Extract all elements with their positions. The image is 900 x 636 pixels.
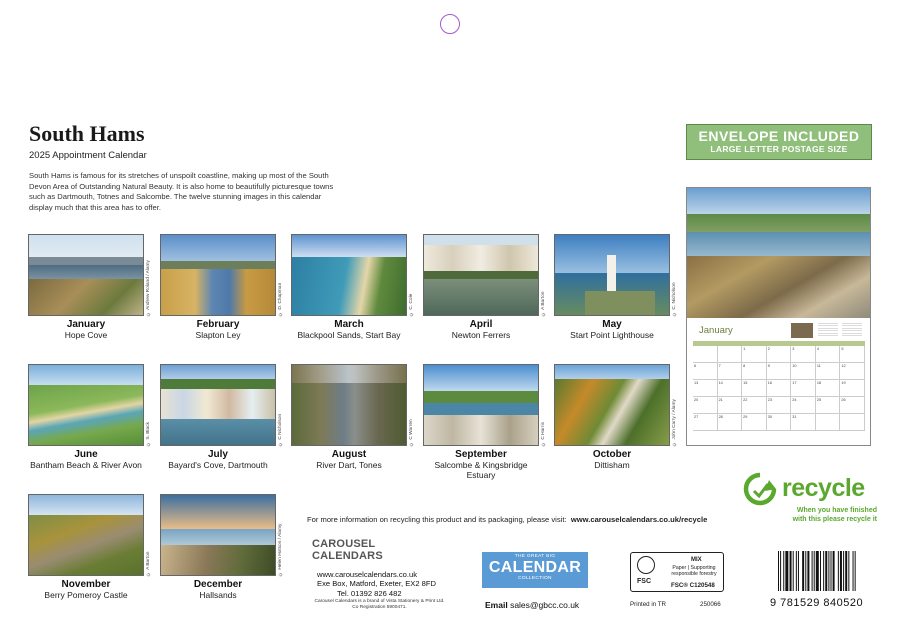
preview-mini-calendar-prev [818,323,838,338]
preview-day-number: 17 [792,381,797,385]
barcode-bar [840,551,842,591]
month-december [160,494,288,600]
month-august [291,364,419,470]
month-name: January [66,319,106,330]
preview-month-label: January [699,325,733,336]
month-photo [28,234,144,316]
preview-day-number: 3 [792,347,795,351]
email-address[interactable]: sales@gbcc.co.uk [510,600,580,610]
preview-day-number: 6 [694,364,697,368]
great-big-calendar-logo [482,552,588,588]
month-photo [28,364,144,446]
publisher-legal [307,599,452,611]
preview-day-cell [767,414,792,431]
month-caption: Start Point Lighthouse [570,330,654,340]
month-caption: Salcombe & Kingsbridge Estuary [434,460,528,480]
preview-day-cell [767,363,792,380]
preview-day-number: 30 [767,415,772,419]
month-photo [28,494,144,576]
month-name: November [61,579,111,590]
preview-day-number: 23 [767,398,772,402]
month-photo [554,234,670,316]
preview-day-cell [816,346,844,363]
preview-day-cell [742,346,767,363]
barcode-bar [848,551,849,591]
preview-day-cell [718,363,746,380]
envelope-line1: ENVELOPE INCLUDED [698,128,860,144]
month-photo [423,364,539,446]
month-september [423,364,551,480]
preview-day-cell [816,363,841,380]
preview-day-number: 15 [743,381,748,385]
month-caption: Bayard's Cove, Dartmouth [168,460,268,470]
carousel-logo [312,538,447,562]
fsc-mix: MIX [691,557,702,563]
barcode-bar [825,551,827,591]
preview-day-number: 2 [767,347,770,351]
recycling-info-text: For more information on recycling this product and its packaging, please visit: [307,515,567,524]
month-caption: Hallsands [199,590,237,600]
preview-day-cell [718,380,743,397]
fsc-paper-line2: responsible forestry [671,571,717,578]
month-name: May [602,319,622,330]
barcode-bar [814,551,815,591]
month-caption: Hope Cove [64,330,108,340]
month-june [28,364,156,470]
preview-photo [687,188,870,318]
month-may [554,234,682,340]
barcode-bar [843,551,844,591]
carousel-logo-text: CAROUSEL CALENDARS [312,538,383,562]
fsc-code: FSC® C120548 [671,582,715,589]
preview-day-cell [742,363,767,380]
preview-day-number: 21 [718,398,723,402]
barcode-bar [833,551,835,591]
fsc-paper-line1: Paper | Supporting [672,565,716,571]
preview-day-cell [767,380,792,397]
photo-credit: © C. Nicholson [672,282,677,316]
recycle-badge [742,472,877,532]
hanging-hole [440,14,460,34]
month-caption: Newton Ferrers [451,330,511,340]
preview-day-number: 25 [816,398,822,402]
printed-in: Printed in TR [630,601,666,608]
photo-credit: © C. Cole [409,293,414,316]
photo-credit: © Helen Hotson / Alamy [278,523,283,576]
recycle-line2: with this please recycle it [792,516,877,523]
photo-credit: © C Harris [541,422,546,446]
preview-day-number: 22 [743,398,748,402]
preview-day-number: 14 [718,381,723,385]
photo-credit: © A Barton [541,291,546,316]
isbn-barcode [770,551,873,609]
month-name: April [469,319,493,330]
preview-day-cell [718,414,743,431]
preview-day-number: 13 [694,381,699,385]
preview-day-cell [742,414,767,431]
month-march [291,234,419,340]
fsc-paper [665,565,723,577]
preview-day-number: 27 [694,415,699,419]
photo-credit: © C Nicholson [278,413,283,446]
month-photo [554,364,670,446]
envelope-included-banner [686,124,872,160]
barcode-bar [790,551,792,591]
photo-credit: © C Warren [409,419,414,446]
publisher-website[interactable]: www.carouselcalendars.co.uk [317,570,418,579]
month-name: July [207,449,228,460]
barcode-bar [802,551,804,591]
preview-day-number: 9 [767,364,770,368]
month-photo [160,494,276,576]
month-photo [423,234,539,316]
barcode-bar [855,551,856,591]
month-april [423,234,551,340]
preview-day-cell [840,397,865,414]
preview-day-cell [693,397,718,414]
preview-day-number: 12 [841,364,846,368]
month-name: September [455,449,507,460]
preview-day-number: 11 [816,364,821,368]
preview-day-number: 20 [694,398,699,402]
barcode-bar [823,551,824,591]
recycle-line1: When you have finished [796,507,877,514]
barcode-bar [796,551,797,591]
month-february [160,234,288,340]
publisher-legal-line1: Carousel Calendars is a brand of Vista Stationery & Print Ltd. [314,599,445,604]
preview-day-number: 7 [718,364,721,368]
barcode-digits: 9 781529 840520 [770,597,864,609]
calendar-subtitle: 2025 Appointment Calendar [29,150,147,161]
preview-day-number: 18 [816,381,822,385]
recycling-url[interactable]: www.carouselcalendars.co.uk/recycle [570,515,708,524]
preview-day-number: 26 [841,398,846,402]
gbc-top: THE GREAT BIG [514,554,556,559]
month-photo [291,364,407,446]
preview-day-number: 31 [792,415,797,419]
calendar-description: South Hams is famous for its stretches of unspoilt coastline, making up most of the South Devon Area of Outstanding Natural Beauty. It is also home to beautifully picturesque towns such as Dartmouth, Totnes and Salcombe. The twelve stunning images in this calendar display much that this area has to offer. [29,171,334,212]
barcode-bar [785,551,788,591]
publisher-address: Exe Box, Matford, Exeter, EX2 8FD [317,579,437,588]
month-caption: Slapton Ley [195,330,241,340]
preview-day-cell [840,414,865,431]
barcode-bar [780,551,781,591]
recycling-info [307,515,707,524]
barcode-bar [798,551,799,591]
recycle-message [782,506,877,524]
month-photo [160,364,276,446]
barcode-bar [845,551,847,591]
barcode-bar [853,551,854,591]
month-caption: Bantham Beach & River Avon [30,460,142,470]
preview-day-number: 29 [743,415,748,419]
calendar-title: South Hams [29,121,145,146]
preview-day-number: 8 [743,364,746,368]
publisher-block [312,538,447,610]
gbc-bottom: COLLECTION [518,576,552,581]
fsc-logo: FSC [637,578,651,585]
preview-day-cell [816,414,841,431]
email-label: Email [485,600,508,610]
preview-day-number: 19 [841,381,846,385]
preview-mini-photo [791,323,813,338]
preview-day-cell [718,346,746,363]
fsc-tree-icon [637,556,655,574]
preview-day-cell [791,380,816,397]
preview-day-cell [742,397,767,414]
preview-day-cell [693,380,718,397]
gbc-main: CALENDAR [488,559,582,576]
preview-day-number: 10 [792,364,797,368]
preview-day-number: 1 [743,347,746,351]
barcode-bar [820,551,821,591]
fsc-mix-label [630,552,724,592]
product-code: 250066 [700,601,721,608]
preview-day-cell [791,397,816,414]
photo-credit: © D. Chapman [278,282,283,316]
preview-day-cell [791,363,816,380]
preview-day-cell [840,346,865,363]
barcode-bars [778,551,873,591]
preview-day-cell [816,380,841,397]
month-caption: Dittisham [594,460,630,470]
preview-day-cell [718,397,743,414]
barcode-bar [816,551,819,591]
month-name: August [331,449,367,460]
sales-email [485,600,579,610]
recycle-icon [742,472,778,506]
preview-day-cell [840,380,865,397]
photo-credit: © A Barton [146,551,151,576]
preview-day-cell [693,363,718,380]
preview-day-cell [693,414,718,431]
preview-day-number: 24 [792,398,797,402]
barcode-bar [793,551,794,591]
barcode-bar [783,551,784,591]
preview-day-number: 5 [841,347,844,351]
month-caption: Blackpool Sands, Start Bay [297,330,401,340]
preview-day-cell [693,346,718,363]
recycle-word: recycle [782,474,865,502]
preview-day-number: 4 [816,347,819,351]
month-name: October [592,449,632,460]
preview-day-cell [840,363,865,380]
photo-credit: © Andrew Roland / Alamy [146,260,151,316]
preview-day-number: 28 [718,415,723,419]
month-november [28,494,156,600]
month-january [28,234,156,340]
barcode-bar [812,551,813,591]
preview-day-cell [791,346,816,363]
month-photo [291,234,407,316]
barcode-bar [778,551,779,591]
preview-mini-calendar-next [842,323,862,338]
barcode-bar [807,551,809,591]
photo-credit: © John Carry / Alamy [672,399,677,446]
publisher-telephone: Tel. 01392 826 482 [337,589,402,598]
photo-credit: © S. Black [146,422,151,446]
month-caption: River Dart, Tones [316,460,382,470]
month-october [554,364,682,470]
preview-day-cell [742,380,767,397]
barcode-bar [805,551,806,591]
publisher-legal-line2: Co Registration 5900471. [352,605,407,610]
preview-day-grid [693,346,865,431]
month-name: June [74,449,98,460]
barcode-bar [838,551,839,591]
month-caption: Berry Pomeroy Castle [44,590,128,600]
preview-day-cell [767,346,795,363]
preview-day-cell [767,397,792,414]
preview-day-cell [791,414,816,431]
envelope-line2: LARGE LETTER POSTAGE SIZE [710,144,848,154]
month-july [160,364,288,470]
month-name: February [196,319,240,330]
month-photo [160,234,276,316]
month-name: March [334,319,364,330]
preview-day-cell [816,397,841,414]
preview-day-number: 16 [767,381,772,385]
calendar-page-preview [686,187,871,446]
month-name: December [193,579,243,590]
barcode-bar [828,551,829,591]
barcode-bar [831,551,832,591]
